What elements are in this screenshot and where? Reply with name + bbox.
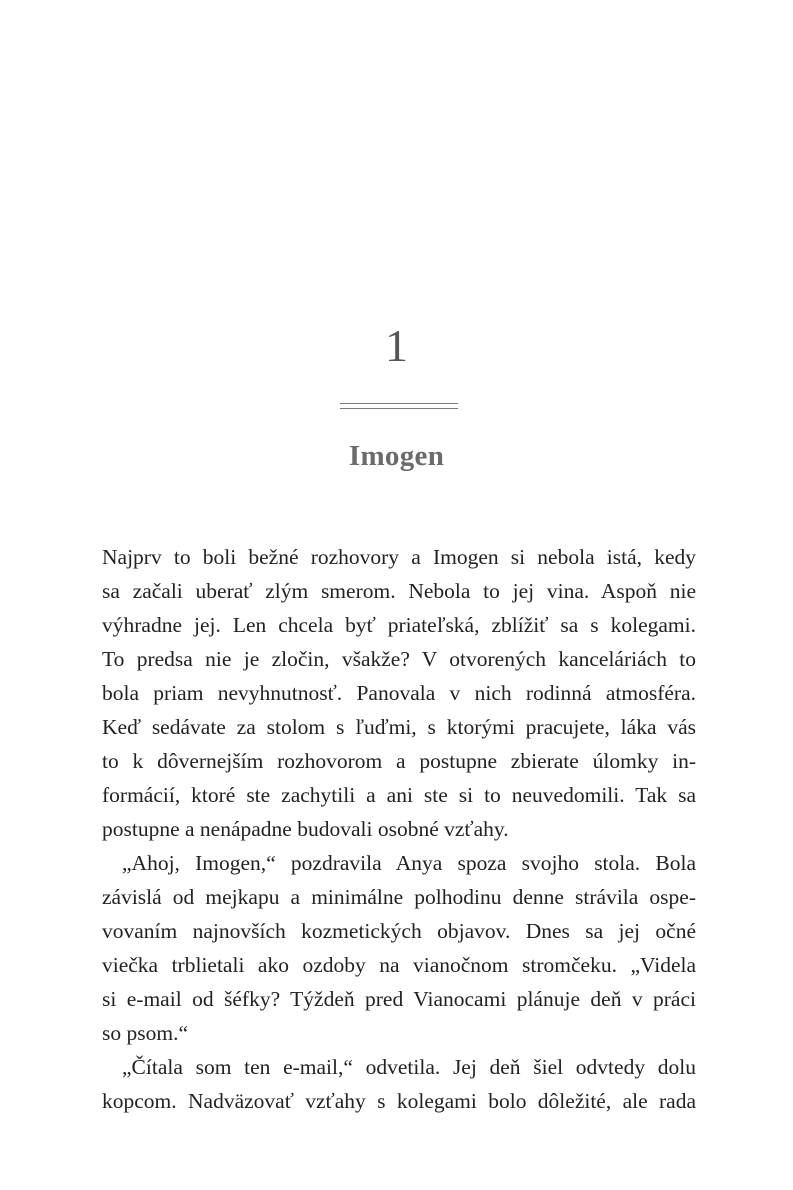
chapter-body-text (102, 540, 696, 1118)
text-line: To predsa nie je zločin, všakže? V otvorených kanceláriách to (102, 647, 696, 671)
text-line: „Ahoj, Imogen,“ pozdravila Anya spoza svojho stola. Bola (122, 851, 696, 875)
text-line: vovaním najnovších kozmetických objavov. Dnes sa jej očné (102, 919, 696, 943)
text-line: bola priam nevyhnutnosť. Panovala v nich rodinná atmosféra. (102, 681, 696, 705)
divider-line (340, 408, 458, 409)
chapter-number: 1 (385, 320, 408, 371)
divider-line (340, 403, 458, 404)
text-line: formácií, ktoré ste zachytili a ani ste si to neuvedomili. Tak sa (102, 783, 696, 807)
text-line: so psom.“ (102, 1021, 188, 1045)
text-line: závislá od mejkapu a minimálne polhodinu denne strávila ospe- (102, 885, 696, 909)
text-line: to k dôvernejším rozhovorom a postupne zbierate úlomky in- (102, 749, 696, 773)
text-line: postupne a nenápadne budovali osobné vzťahy. (102, 817, 509, 841)
text-line: „Čítala som ten e-mail,“ odvetila. Jej deň šiel odvtedy dolu (122, 1055, 696, 1079)
text-line: výhradne jej. Len chcela byť priateľská, zblížiť sa s kolegami. (102, 613, 696, 637)
text-line: Keď sedávate za stolom s ľuďmi, s ktorými pracujete, láka vás (102, 715, 696, 739)
text-line: kopcom. Nadväzovať vzťahy s kolegami bolo dôležité, ale rada (102, 1089, 696, 1113)
text-line: sa začali uberať zlým smerom. Nebola to jej vina. Aspoň nie (102, 579, 696, 603)
chapter-title: Imogen (348, 440, 445, 472)
chapter-ornament-divider (340, 402, 458, 410)
text-line: Najprv to boli bežné rozhovory a Imogen si nebola istá, kedy (102, 545, 696, 569)
text-line: viečka trblietali ako ozdoby na vianočnom stromčeku. „Videla (102, 953, 696, 977)
text-line: si e-mail od šéfky? Týždeň pred Vianocami plánuje deň v práci (102, 987, 696, 1011)
